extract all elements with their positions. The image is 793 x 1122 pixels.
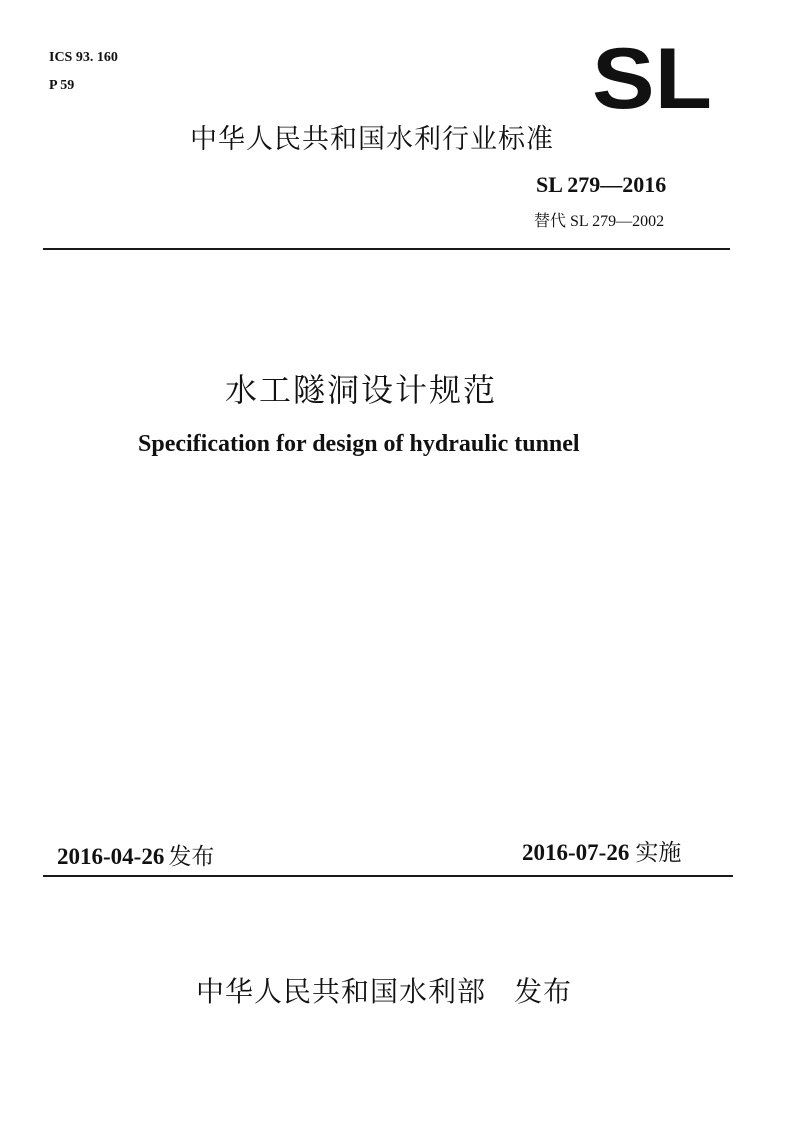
replaces-standard: 替代 SL 279—2002 (534, 213, 665, 230)
footer-divider (43, 875, 733, 877)
header-divider (43, 248, 730, 250)
sl-logo (592, 46, 714, 112)
ics-code: ICS 93. 160 (49, 50, 118, 65)
standard-number: SL 279—2016 (536, 172, 667, 197)
issue-line (57, 838, 214, 871)
implement-line (522, 834, 681, 867)
ccs-code: P 59 (49, 78, 75, 93)
publisher-label: 发布 (514, 975, 573, 1008)
implement-date: 2016-07-26 (522, 840, 630, 865)
publisher-name: 中华人民共和国水利部 (196, 975, 487, 1008)
title-chinese: 水工隧洞设计规范 (225, 371, 498, 409)
standard-category: 中华人民共和国水利行业标准 (190, 124, 554, 155)
issue-date: 2016-04-26 (57, 844, 165, 869)
title-english: Specification for design of hydraulic tunnel (138, 431, 580, 457)
implement-label: 实施 (635, 840, 682, 866)
issue-label: 发布 (168, 844, 215, 870)
publisher-line (196, 970, 572, 1010)
logo-text: SL (592, 46, 712, 112)
